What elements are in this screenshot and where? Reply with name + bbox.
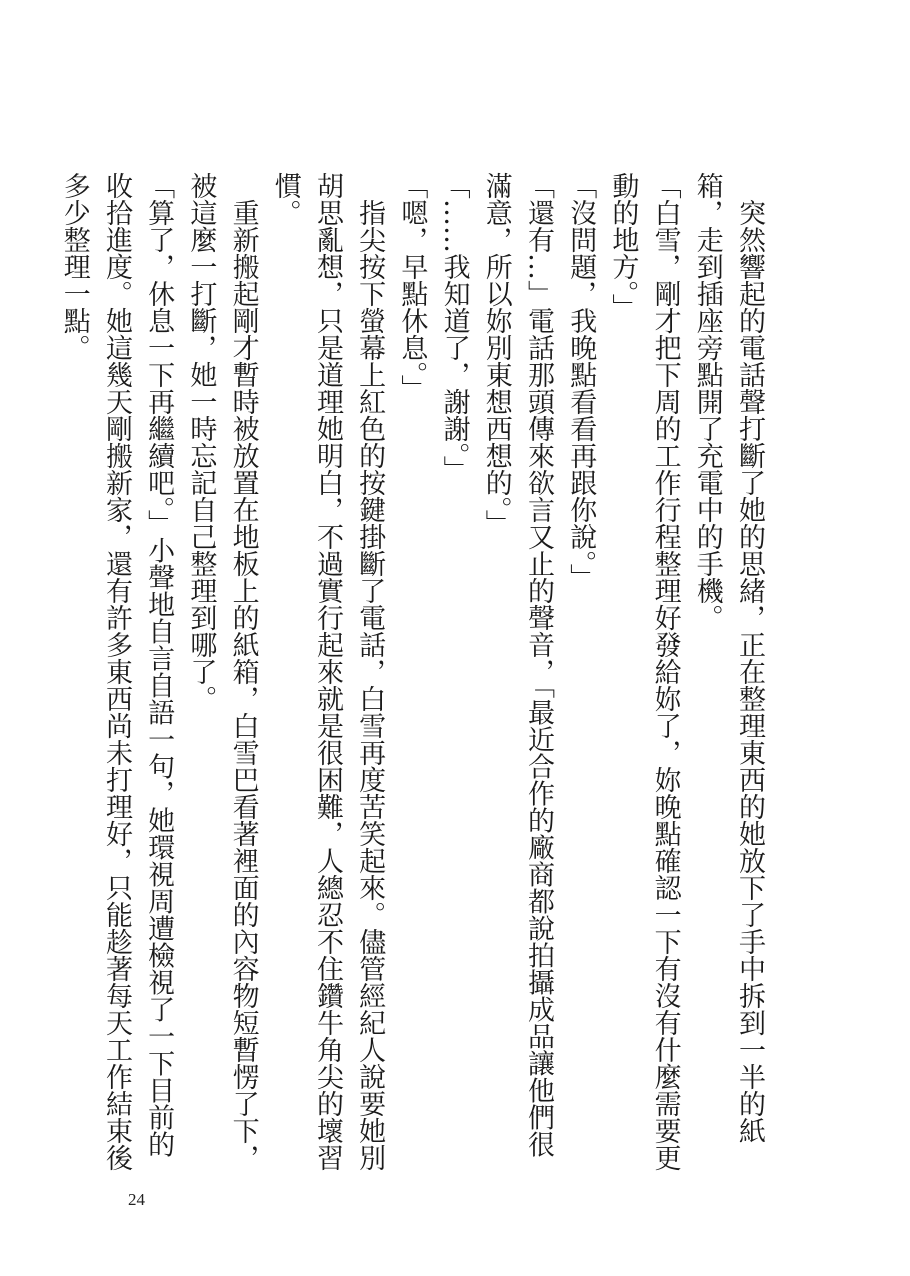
- paragraph-9: 「算了，休息一下再繼續吧。」小聲地自言自語一句，她環視周遭檢視了一下目前的收拾進度。她這幾天剛搬新家，還有許多東西尚未打理好，只能趁著每天工作結束後多少整理一點。: [58, 172, 175, 1171]
- paragraph-3: 「沒問題，我晚點看看再跟你說。」: [565, 172, 597, 591]
- paragraph-7: 指尖按下螢幕上紅色的按鍵掛斷了電話，白雪再度苦笑起來。儘管經紀人說要她別胡思亂想，只是道理她明白，不過實行起來就是很困難，人總忍不住鑽牛角尖的壞習慣。: [269, 172, 386, 1171]
- paragraph-5: 「……我知道了，謝謝。」: [438, 172, 470, 483]
- page-number: 24: [128, 1190, 145, 1209]
- paragraph-1: 突然響起的電話聲打斷了她的思緒，正在整理東西的她放下了手中拆到一半的紙箱，走到插座旁點開了充電中的手機。: [691, 172, 765, 1144]
- paragraph-8: 重新搬起剛才暫時被放置在地板上的紙箱，白雪巴看著裡面的內容物短暫愣了下，被這麼一打斷，她一時忘記自己整理到哪了。: [185, 172, 259, 1171]
- body-text: [53, 172, 770, 1172]
- paragraph-2: 「白雪，剛才把下周的工作行程整理好發給妳了，妳晚點確認一下有沒有什麼需要更動的地方。」: [607, 172, 681, 1171]
- paragraph-6: 「嗯，早點休息。」: [396, 172, 428, 402]
- paragraph-4: 「還有…」電話那頭傳來欲言又止的聲音，「最近合作的廠商都說拍攝成品讓他們很滿意，所以妳別東想西想的。」: [480, 172, 554, 1158]
